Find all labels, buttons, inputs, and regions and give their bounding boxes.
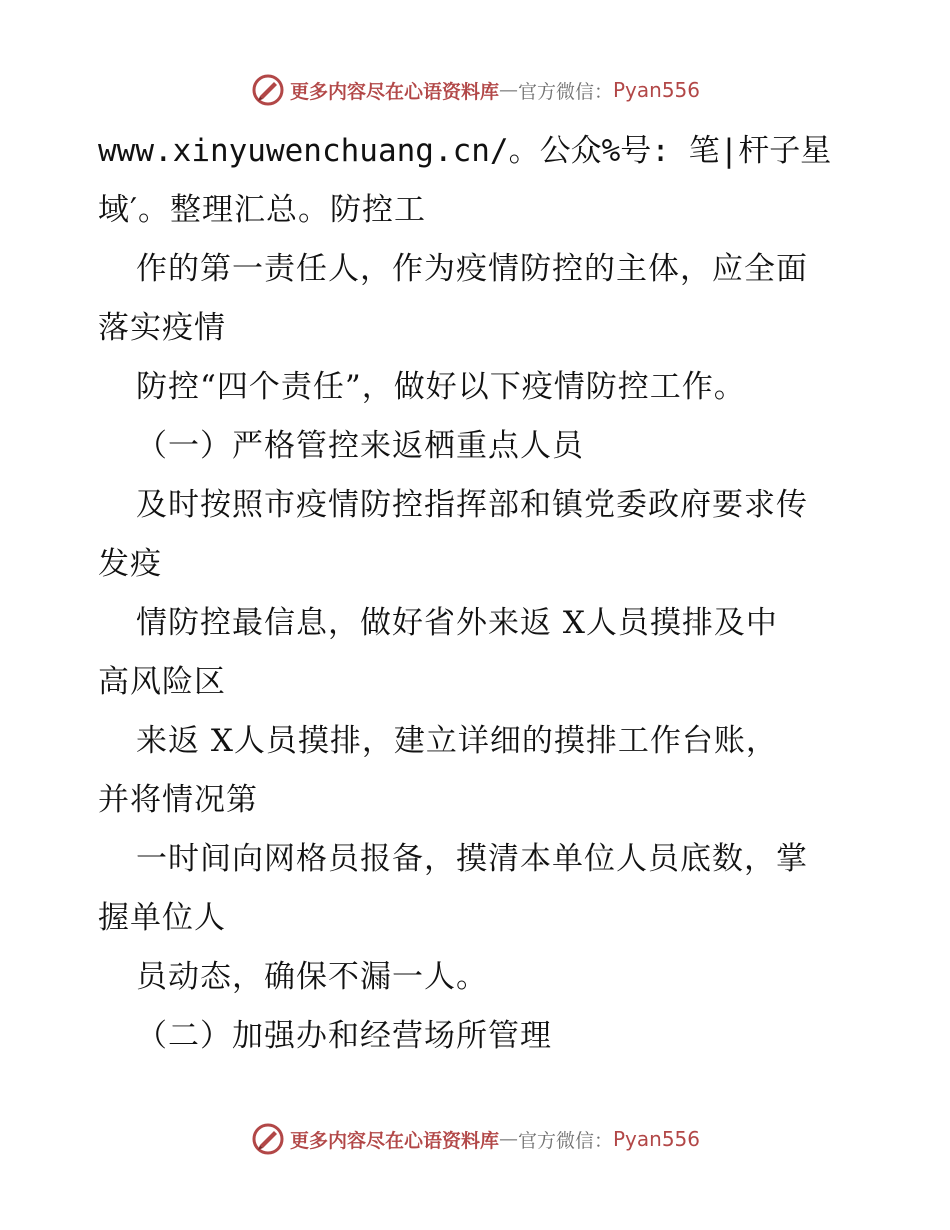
banner-dash: — bbox=[498, 79, 518, 101]
text-line: 来返 X人员摸排，建立详细的摸排工作台账， bbox=[136, 723, 778, 759]
text-line: 一时间向网格员报备，摸清本单位人员底数，掌 bbox=[136, 841, 808, 877]
banner-wechat-label: 官方微信： bbox=[517, 1129, 613, 1152]
section-heading: （一）严格管控来返栖重点人员 bbox=[136, 428, 584, 464]
text-line: 员动态，确保不漏一人。 bbox=[136, 959, 488, 995]
banner-wechat-id: Pyan556 bbox=[613, 1127, 701, 1151]
document-body bbox=[98, 122, 858, 1066]
text-line: 并将情况第 bbox=[98, 782, 258, 818]
pen-logo-icon bbox=[250, 1121, 286, 1157]
pen-logo-icon bbox=[250, 72, 286, 108]
text-line: 落实疫情 bbox=[98, 310, 226, 346]
text-line: 及时按照市疫情防控指挥部和镇党委政府要求传 bbox=[136, 487, 808, 523]
banner-wechat-label: 官方微信： bbox=[517, 80, 613, 103]
banner-dash: — bbox=[498, 1128, 518, 1150]
text-line: 高风险区 bbox=[98, 664, 226, 700]
footer-banner bbox=[0, 1119, 950, 1159]
text-line: 域′。整理汇总。防控工 bbox=[98, 192, 427, 228]
banner-main-text: 更多内容尽在心语资料库 bbox=[289, 80, 499, 103]
banner-wechat-id: Pyan556 bbox=[613, 78, 701, 102]
text-line: 情防控最信息，做好省外来返 X人员摸排及中 bbox=[136, 605, 778, 641]
text-line: 防控“四个责任”，做好以下疫情防控工作。 bbox=[136, 369, 746, 405]
banner-main-text: 更多内容尽在心语资料库 bbox=[289, 1129, 499, 1152]
section-heading: （二）加强办和经营场所管理 bbox=[136, 1018, 552, 1054]
text-line: 发疫 bbox=[98, 546, 162, 582]
text-line: 握单位人 bbox=[98, 900, 226, 936]
text-line: www.xinyuwenchuang.cn/。公众%号: 笔|杆子星 bbox=[98, 133, 832, 169]
text-line: 作的第一责任人，作为疫情防控的主体，应全面 bbox=[136, 251, 808, 287]
header-banner bbox=[0, 70, 950, 110]
